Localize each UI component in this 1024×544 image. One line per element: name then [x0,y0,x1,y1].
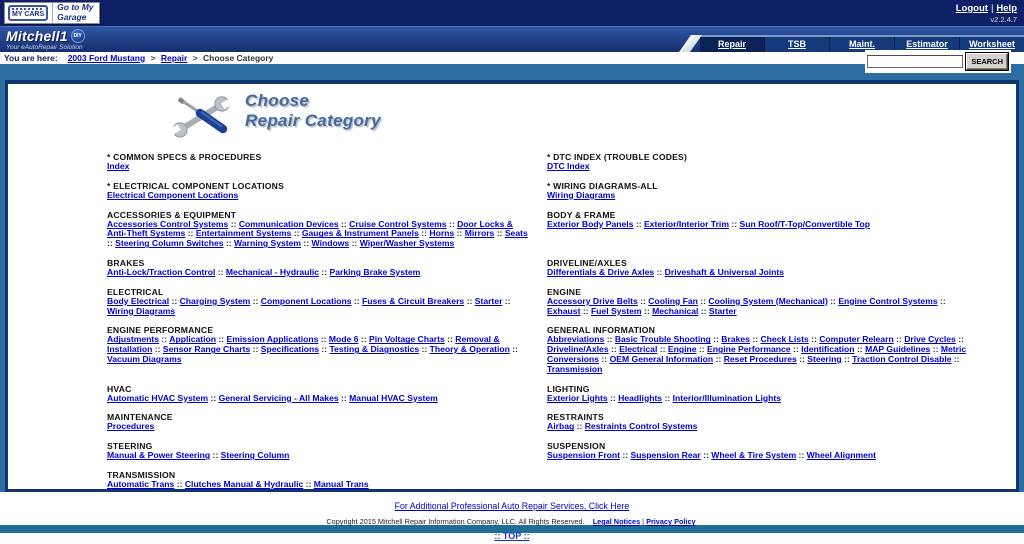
category-link[interactable]: Windows [311,238,350,249]
link-separator: :: [185,228,196,239]
mitchell1-logo [6,29,85,51]
category-block [547,384,971,404]
link-separator: :: [509,344,518,355]
link-separator: :: [446,218,458,229]
link-separator: :: [951,353,960,364]
link-separator: :: [152,344,163,355]
my-cars-plate-icon: MY CARS [8,5,48,21]
category-link[interactable]: Sun Roof/T-Top/Convertible Top [739,218,870,229]
category-link[interactable]: Airbag [547,421,575,432]
category-link[interactable]: Exterior Body Panels [547,218,634,229]
category-link[interactable]: Procedures [107,421,155,432]
privacy-policy-link[interactable]: Privacy Policy [646,517,696,526]
category-block [107,412,547,432]
tab-worksheet[interactable]: Worksheet [960,37,1024,52]
divider: | [642,517,645,526]
category-link[interactable]: Clutches Manual & Hydraulic [184,478,304,489]
breadcrumb-separator: > [148,53,158,63]
category-links [547,422,971,432]
category-link[interactable]: Manual Trans [313,478,369,489]
category-links [107,268,529,278]
category-links [547,191,971,201]
category-links [107,335,529,364]
link-separator: :: [657,344,668,355]
category-link[interactable]: Driveline/Axles [547,344,609,355]
tab-estimator[interactable]: Estimator [895,37,959,52]
category-link[interactable]: Check Lists [760,334,809,345]
category-link[interactable]: General Servicing - All Makes [218,392,339,403]
link-separator: :: [713,353,724,364]
link-separator: :: [620,450,631,461]
category-links [547,268,971,278]
category-link[interactable]: Suspension Front [547,450,621,461]
link-separator: :: [250,344,261,355]
category-links [107,162,529,172]
link-separator: :: [444,334,456,345]
category-link[interactable]: Pin Voltage Charts [368,334,445,345]
category-heading: DRIVELINE/AXLES [547,257,627,268]
category-block [107,441,547,461]
footer [0,492,1024,541]
category-block [547,325,971,374]
link-separator: :: [454,228,465,239]
category-link[interactable]: Mode 6 [328,334,359,345]
category-link[interactable]: Differentials & Drive Axles [547,266,655,277]
category-link[interactable]: Suspension Rear [630,450,701,461]
category-heading: * COMMON SPECS & PROCEDURES [107,152,262,162]
category-link[interactable]: Accessories Control Systems [107,218,229,229]
link-separator: :: [893,334,905,345]
category-link[interactable]: Electrical Component Locations [107,189,239,200]
category-link[interactable]: Anti-Lock/Traction Control [107,266,216,277]
link-separator: :: [580,305,591,316]
breadcrumb-item: Choose Category [203,53,274,63]
tab-repair[interactable]: Repair [700,37,764,52]
category-link[interactable]: Abbreviations [547,334,605,345]
category-heading: * ELECTRICAL COMPONENT LOCATIONS [107,180,285,191]
category-link[interactable]: Index [107,161,130,171]
link-separator: :: [338,392,350,403]
link-separator: :: [641,305,653,316]
search-box [865,50,1011,73]
link-separator: :: [215,266,226,277]
breadcrumb-item[interactable]: 2003 Ford Mustang [67,53,146,63]
link-separator: :: [338,218,350,229]
breadcrumb-item[interactable]: Repair [160,53,188,63]
link-separator: :: [574,421,585,432]
link-separator: :: [696,344,707,355]
category-link[interactable]: Cooling Fan [648,295,698,306]
category-row [107,152,1016,172]
link-separator: :: [633,218,644,229]
category-links [547,451,971,461]
category-heading: LIGHTING [547,383,590,394]
category-block [547,152,971,172]
category-row [107,470,1016,490]
category-row [107,210,1016,249]
category-heading: ENGINE [547,286,582,297]
category-link[interactable]: Exterior/Interior Trim [643,218,729,229]
category-row [107,287,1016,317]
category-link[interactable]: Fuses & Circuit Breakers [362,295,465,306]
category-heading: GENERAL INFORMATION [547,325,656,336]
category-link[interactable]: Emission Applications [226,334,319,345]
category-link[interactable]: Mechanical - Hydraulic [225,266,320,277]
link-separator: :: [827,295,839,306]
category-link[interactable]: Restraints Control Systems [584,421,698,432]
category-links [107,451,529,461]
link-separator: :: [930,344,941,355]
link-separator: :: [228,218,239,229]
category-row [107,258,1016,278]
category-link[interactable]: Traction Control Disable [852,353,952,364]
copyright-text: Copyright 2015 Mitchell Repair Information Company, LLC. All Rights Reserved. [326,517,585,526]
link-separator: :: [464,295,475,306]
page-header [171,91,1016,141]
category-link[interactable]: Drive Cycles [904,334,956,345]
category-link[interactable]: Mechanical [652,305,699,316]
category-block [547,181,971,201]
category-row [107,412,1016,432]
category-links [547,394,971,404]
breadcrumb-prefix: You are here: [4,53,58,63]
category-link[interactable]: Steering Column [220,450,290,461]
category-block [547,210,971,249]
category-link[interactable]: Driveshaft & Universal Joints [664,266,785,277]
category-links [107,220,529,249]
category-link[interactable]: Steering Column Switches [115,238,224,249]
category-link[interactable]: Automatic Trans [107,478,175,489]
link-separator: :: [318,334,329,345]
link-separator: :: [710,334,722,345]
link-separator: :: [796,353,808,364]
category-link[interactable]: Wheel Alignment [806,450,876,461]
category-link[interactable]: Brakes [721,334,750,345]
category-heading: BODY & FRAME [547,209,616,220]
link-separator: :: [937,295,946,306]
category-link[interactable]: Horns [429,228,455,239]
category-link[interactable]: Starter [708,305,737,316]
category-heading: RESTRAINTS [547,412,604,423]
link-separator: :: [637,295,649,306]
divider: | [990,3,994,14]
category-links [107,394,529,404]
page-title: Choose Repair Category [245,91,381,130]
logout-link[interactable]: Logout [955,3,988,14]
crossed-tools-icon [171,93,233,144]
category-link[interactable]: Cruise Control Systems [349,218,447,229]
category-link[interactable]: Wheel & Tire System [711,450,797,461]
category-row [107,181,1016,201]
category-link[interactable]: Wiper/Washer Systems [359,238,455,249]
category-link[interactable]: Theory & Operation [429,344,510,355]
category-block [107,287,547,317]
category-link[interactable]: Adjustments [107,334,160,345]
link-separator: :: [349,238,360,249]
category-link[interactable]: Vacuum Diagrams [107,353,182,364]
category-link[interactable]: Body Electrical [107,295,170,306]
category-heading: ACCESSORIES & EQUIPMENT [107,209,237,220]
content-panel [5,80,1019,492]
category-block [547,258,971,278]
category-link[interactable]: Fuel System [590,305,642,316]
category-links [547,335,971,374]
breadcrumb-separator: > [190,53,201,63]
category-link[interactable]: Manual HVAC System [349,392,438,403]
top-link[interactable]: :: TOP :: [494,531,530,541]
category-heading: * DTC INDEX (TROUBLE CODES) [547,152,688,162]
category-heading: STEERING [107,441,153,452]
category-link[interactable]: Exhaust [547,305,581,316]
link-separator: :: [351,295,362,306]
garage-button-label: Go to My Garage [52,3,94,23]
link-separator: :: [604,334,615,345]
link-separator: :: [700,450,712,461]
link-separator: :: [208,392,219,403]
category-link[interactable]: Mirrors [464,228,495,239]
link-separator: :: [250,295,261,306]
category-link[interactable]: Removal & Installation [107,334,500,355]
category-heading: MAINTENANCE [107,412,173,423]
category-heading: ENGINE PERFORMANCE [107,325,214,336]
category-link[interactable]: Gauges & Instrument Panels [301,228,419,239]
link-separator: :: [319,266,330,277]
category-block [107,181,547,201]
diy-badge-icon: DIY [71,29,85,43]
category-link[interactable]: Wiring Diagrams [107,305,176,316]
link-separator: :: [319,344,330,355]
category-link[interactable]: Electrical [619,344,658,355]
category-link[interactable]: Interior/Illumination Lights [672,392,781,403]
category-link[interactable]: Communication Devices [238,218,339,229]
category-link[interactable]: Accessory Drive Belts [547,295,638,306]
category-link[interactable]: Cooling System (Mechanical) [708,295,828,306]
link-separator: :: [216,334,227,345]
category-link[interactable]: Specifications [260,344,320,355]
category-link[interactable]: Seats [504,228,528,239]
category-heading: SUSPENSION [547,441,606,452]
link-separator: :: [790,344,802,355]
category-link[interactable]: Sensor Range Charts [162,344,251,355]
category-block [107,210,547,249]
category-row [107,325,1016,374]
category-list [8,152,1016,490]
tab-tsb[interactable]: TSB [765,37,829,52]
category-block [107,258,547,278]
category-link[interactable]: Identification [801,344,855,355]
category-links [547,162,971,172]
link-separator: :: [301,238,312,249]
logo-text: Mitchell1 [6,27,68,44]
link-separator: :: [169,295,180,306]
category-links [547,220,971,230]
diagonal-slash-decoration [679,35,702,52]
version-label: v2.2.4.7 [990,15,1017,24]
category-link[interactable]: MAP Guidelines [865,344,931,355]
category-heading: TRANSMISSION [107,469,176,480]
category-link[interactable]: Metric Conversions [547,344,967,364]
top-bar [0,0,1024,26]
link-separator: :: [502,295,511,306]
link-separator: :: [303,478,314,489]
link-separator: :: [358,334,369,345]
category-link[interactable]: Manual & Power Steering [107,450,211,461]
page-background-band [0,64,1024,492]
link-separator: :: [174,478,185,489]
category-links [547,297,971,317]
category-link[interactable]: Reset Procedures [723,353,797,364]
category-link[interactable]: Component Locations [260,295,352,306]
category-link[interactable]: Automatic HVAC System [107,392,209,403]
link-separator: :: [654,266,665,277]
link-separator: :: [728,218,740,229]
link-separator: :: [698,305,709,316]
category-link[interactable]: Engine Performance [707,344,791,355]
category-link[interactable]: OEM General Information [609,353,714,364]
breadcrumb-items [65,53,274,63]
category-link[interactable]: Application [169,334,217,345]
link-separator: :: [159,334,170,345]
category-link[interactable]: Starter [474,295,503,306]
category-block [547,287,971,317]
search-button[interactable]: SEARCH [966,53,1008,70]
link-separator: :: [599,353,610,364]
category-link[interactable]: Testing & Diagnostics [329,344,420,355]
category-link[interactable]: Parking Brake System [329,266,421,277]
link-separator: :: [796,450,807,461]
category-block [547,470,971,490]
category-link[interactable]: Exterior Lights [547,392,608,403]
link-separator: :: [494,228,505,239]
category-link[interactable]: Door Locks & Anti-Theft Systems [107,218,513,239]
category-link[interactable]: Warning System [234,238,302,249]
category-link[interactable]: Engine [667,344,697,355]
category-row [107,441,1016,461]
category-links [107,191,529,201]
link-separator: :: [607,392,619,403]
link-separator: :: [749,334,761,345]
category-link[interactable]: Computer Relearn [819,334,894,345]
category-heading: HVAC [107,383,132,394]
category-row [107,384,1016,404]
category-link[interactable]: Headlights [618,392,663,403]
link-separator: :: [107,238,116,249]
logo-tagline: Your eAutoRepair Solution [6,44,83,51]
category-link[interactable]: Entertainment Systems [195,228,292,239]
link-separator: :: [210,450,221,461]
promo-link[interactable]: For Additional Professional Auto Repair Services, Click Here [394,501,630,511]
category-links [107,297,529,317]
search-input[interactable] [867,55,963,68]
category-block [107,384,547,404]
link-separator: :: [662,392,673,403]
link-separator: :: [854,344,866,355]
category-link[interactable]: Wiring Diagrams [547,189,616,200]
category-block [107,152,547,172]
category-block [107,470,547,490]
category-link[interactable]: Basic Trouble Shooting [614,334,711,345]
category-links [107,480,529,490]
category-heading: BRAKES [107,257,145,268]
link-separator: :: [697,295,709,306]
link-separator: :: [808,334,820,345]
category-heading: * WIRING DIAGRAMS-ALL [547,180,658,191]
link-separator: :: [955,334,964,345]
category-block [107,325,547,374]
link-separator: :: [419,344,430,355]
link-separator: :: [223,238,235,249]
link-separator: :: [418,228,430,239]
category-links [107,422,529,432]
link-separator: :: [841,353,853,364]
legal-notices-link[interactable]: Legal Notices [592,517,641,526]
link-separator: :: [291,228,302,239]
tab-maint[interactable]: Maint. [830,37,894,52]
category-block [547,441,971,461]
go-to-my-garage-button[interactable] [4,2,100,24]
category-link[interactable]: Charging System [179,295,251,306]
link-separator: :: [608,344,620,355]
category-link[interactable]: DTC Index [547,161,590,171]
brand-bar [0,26,1024,52]
category-link[interactable]: Engine Control Systems [838,295,938,306]
category-link[interactable]: Transmission [547,363,603,374]
help-link[interactable]: Help [996,3,1017,14]
category-block [547,412,971,432]
category-link[interactable]: Steering [807,353,842,364]
category-heading: ELECTRICAL [107,286,164,297]
